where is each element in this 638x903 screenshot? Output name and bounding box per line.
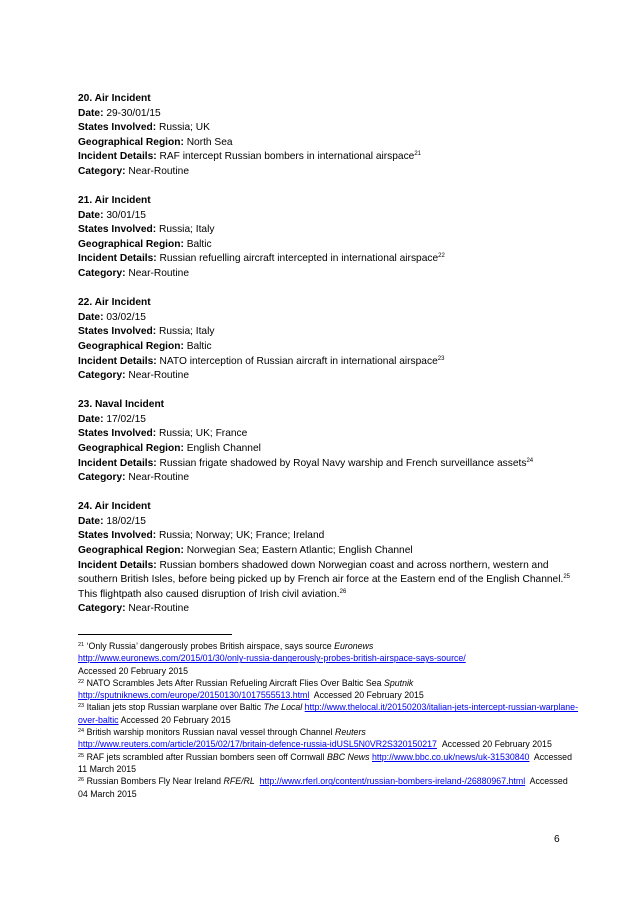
footnote-accessed: Accessed 11 March 2015 [78, 751, 572, 774]
details-value: RAF intercept Russian bombers in international airspace [156, 151, 415, 163]
footnote-source: BBC News [326, 751, 370, 762]
region-label: Geographical Region: [78, 238, 184, 250]
footnote-number: 24 [78, 728, 85, 735]
footnote-link[interactable]: http://www.rferl.org/content/russian-bombers-ireland-/26880967.html [259, 776, 526, 787]
region-value: Baltic [183, 340, 212, 352]
footnote [78, 751, 578, 776]
date-value: 29-30/01/15 [103, 107, 161, 119]
footnote-ref[interactable]: 25 [563, 574, 571, 581]
category-value: Near-Routine [125, 603, 189, 615]
incident-list [78, 92, 578, 632]
region-label: Geographical Region: [78, 136, 184, 148]
footnote [78, 677, 578, 702]
date-label: Date: [78, 311, 104, 323]
footnote-link[interactable]: http://sputniknews.com/europe/20150130/1017555513.html [78, 690, 310, 701]
incident-entry [78, 92, 578, 180]
footnote-text: NATO Scrambles Jets After Russian Refueling Aircraft Flies Over Baltic Sea [84, 677, 384, 688]
incident-entry [78, 398, 578, 486]
footnote-link[interactable]: http://www.thelocal.it/20150203/italian-jets-intercept-russian-warplane-over-baltic [78, 702, 579, 725]
footnote [78, 726, 578, 751]
states-label: States Involved: [78, 326, 157, 338]
states-value: Russia; UK; France [156, 428, 248, 440]
region-label: Geographical Region: [78, 545, 184, 557]
footnote-ref[interactable]: 24 [526, 457, 534, 464]
category-value: Near-Routine [125, 472, 189, 484]
category-label: Category: [78, 268, 126, 280]
states-label: States Involved: [78, 224, 157, 236]
region-value: English Channel [183, 442, 261, 454]
footnote-accessed: Accessed 20 February 2015 [313, 690, 424, 701]
footnote-ref[interactable]: 26 [339, 588, 347, 595]
region-label: Geographical Region: [78, 442, 184, 454]
incident-title: 20. Air Incident [78, 93, 151, 104]
page-number: 6 [554, 834, 560, 845]
footnote-link[interactable]: http://www.euronews.com/2015/01/30/only-russia-dangerously-probes-british-airspace-says-source/ [78, 653, 466, 664]
footnote-list [78, 640, 578, 800]
footnote-source: RFE/RL [223, 776, 255, 787]
date-label: Date: [78, 413, 104, 425]
footnote-text: British warship monitors Russian naval vessel through Channel [84, 727, 335, 738]
footnote-source: Euronews [334, 641, 374, 651]
incident-title: 23. Naval Incident [78, 399, 165, 411]
incident-title: 24. Air Incident [78, 501, 151, 513]
details-value: Russian bombers shadowed down Norwegian coast and across northern, western and southern British Isles, before being picked up by French air force at the Eastern end of the English Channel. [78, 559, 564, 586]
region-value: North Sea [183, 136, 233, 148]
footnote-number: 26 [78, 777, 85, 784]
footnote-ref[interactable]: 21 [414, 151, 422, 158]
footnote [78, 701, 578, 726]
states-value: Russia; Italy [156, 224, 215, 236]
footnote-text: ‘Only Russia’ dangerously probes British airspace, says source [84, 641, 335, 651]
footnote-text: Italian jets stop Russian warplane over Baltic [84, 702, 264, 713]
date-label: Date: [78, 209, 104, 221]
footnote-number: 22 [78, 678, 85, 685]
incident-title: 21. Air Incident [78, 195, 151, 207]
details-label: Incident Details: [78, 355, 157, 367]
states-label: States Involved: [78, 122, 157, 134]
date-label: Date: [78, 107, 104, 119]
details-value: NATO interception of Russian aircraft in international airspace [156, 355, 438, 367]
incident-entry [78, 296, 578, 384]
category-value: Near-Routine [125, 268, 189, 280]
footnote-source: Reuters [334, 727, 366, 738]
footnote-separator [78, 634, 232, 635]
date-label: Date: [78, 515, 104, 527]
details-label: Incident Details: [78, 151, 157, 163]
category-label: Category: [78, 370, 126, 382]
footnote-source: The Local [263, 702, 303, 713]
states-value: Russia; Italy [156, 326, 215, 338]
footnote-ref[interactable]: 22 [438, 253, 445, 260]
category-value: Near-Routine [125, 165, 189, 177]
footnote-number: 23 [78, 703, 85, 710]
details-value-continued: This flightpath also caused disruption of Irish civil aviation. [78, 588, 340, 600]
footnote-ref[interactable]: 23 [437, 355, 445, 362]
category-label: Category: [78, 472, 126, 484]
date-value: 03/02/15 [103, 311, 146, 323]
region-value: Norwegian Sea; Eastern Atlantic; English Channel [183, 545, 413, 557]
details-value: Russian refuelling aircraft intercepted in international airspace [156, 253, 439, 265]
footnote-text: Russian Bombers Fly Near Ireland [84, 776, 224, 787]
footnote-link[interactable]: http://www.reuters.com/article/2015/02/17/britain-defence-russia-idUSL5N0VR2S320150217 [78, 739, 437, 750]
footnote-number: 21 [78, 642, 85, 648]
states-value: Russia; UK [156, 122, 210, 134]
footnote-number: 25 [78, 752, 85, 759]
details-label: Incident Details: [78, 253, 157, 265]
states-label: States Involved: [78, 428, 157, 440]
footnote-link[interactable]: http://www.bbc.co.uk/news/uk-31530840 [371, 751, 530, 762]
date-value: 17/02/15 [103, 413, 146, 425]
footnote-accessed: Accessed 04 March 2015 [78, 776, 568, 799]
category-label: Category: [78, 165, 126, 177]
region-value: Baltic [183, 238, 212, 250]
footnote-accessed: Accessed 20 February 2015 [441, 739, 552, 750]
footnote-accessed: Accessed 20 February 2015 [78, 665, 189, 676]
footnote-text: RAF jets scrambled after Russian bombers seen off Cornwall [84, 751, 327, 762]
footnote [78, 775, 578, 800]
footnote [78, 640, 578, 677]
region-label: Geographical Region: [78, 340, 184, 352]
category-value: Near-Routine [125, 370, 189, 382]
date-value: 30/01/15 [103, 209, 146, 221]
incident-entry [78, 194, 578, 282]
details-value: Russian frigate shadowed by Royal Navy warship and French surveillance assets [156, 457, 527, 469]
category-label: Category: [78, 603, 126, 615]
date-value: 18/02/15 [103, 515, 146, 527]
details-label: Incident Details: [78, 559, 157, 571]
incident-title: 22. Air Incident [78, 297, 151, 309]
states-label: States Involved: [78, 530, 157, 542]
footnote-source: Sputnik [383, 677, 414, 688]
details-label: Incident Details: [78, 457, 157, 469]
incident-entry [78, 500, 578, 617]
states-value: Russia; Norway; UK; France; Ireland [156, 530, 325, 542]
footnote-accessed: Accessed 20 February 2015 [120, 714, 231, 725]
